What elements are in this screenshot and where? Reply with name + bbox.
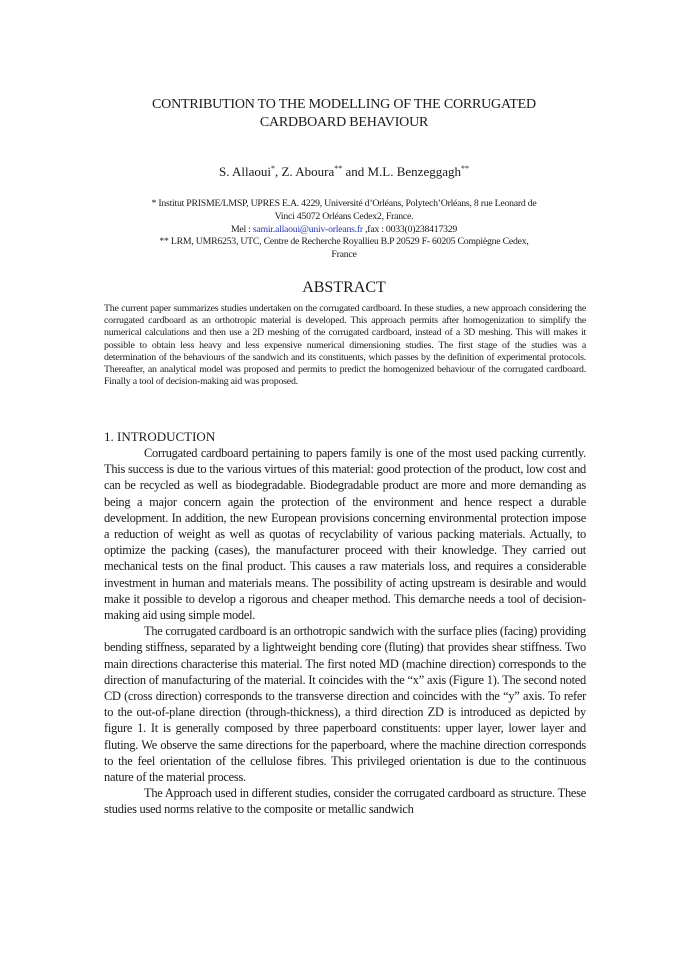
author-2: , Z. Aboura	[275, 164, 335, 179]
paragraph: The Approach used in different studies, consider the corrugated cardboard as structure. These studies used norms relative to the composite or metallic sandwich	[104, 786, 586, 817]
paragraph: The corrugated cardboard is an orthotropic sandwich with the surface plies (facing) providing bending stiffness, separated by a lightweight bending core (fluting) that provides shear stiffness. Two main directions characterise this material. The first noted MD (machine direction) corresponds to the direction of manufacturing of the material. It coincides with the “x” axis (Figure 1). The second noted CD (cross direction) corresponds to the transverse direction and coincides with the “y” axis. To refer to the out-of-plane direction (through-thickness), a third direction ZD is introduced as depicted by figure 1. It is generally composed by three paperboard constituents: upper layer, lower layer and fluting. We observe the same directions for the paperboard, where the machine direction corresponds to the feel orientation of the cellulose fibres. This privileged orientation is due to the continuous nature of the material process.	[104, 624, 586, 785]
affiliation-line-4: ** LRM, UMR6253, UTC, Centre de Recherche Royallieu B.P 20529 F- 60205 Compiègne Cedex,	[159, 236, 529, 248]
fax-text: ,fax : 0033(0)238417329	[362, 223, 458, 235]
mel-label: Mel :	[230, 223, 253, 235]
author-1: S. Allaoui	[218, 164, 271, 179]
author-3: and M.L. Benzeggagh	[342, 164, 461, 179]
affiliation-line-5: France	[331, 249, 357, 261]
abstract-text: The current paper summarizes studies undertaken on the corrugated cardboard. In these studies, a new approach considering the corrugated cardboard as an orthotropic material is developed. This approach permits after homogenization to simplify the numerical calculations and then use a 2D meshing of the corrugated cardboard, instead of a 3D meshing. This will makes it possible to obtain less heavy and less expensive numerical dimensioning studies. The first stage of the studies was a determination of the behaviours of the sandwich and its constituents, which passes by the definition of experimental protocols. Thereafter, an analytical model was proposed and permits to predict the homogenized behaviour of the corrugated cardboard. Finally a tool of decision-making aid was proposed.	[104, 303, 586, 388]
paragraph: Corrugated cardboard pertaining to papers family is one of the most used packing currently. This success is due to the various virtues of this material: good protection of the product, low cost and can be recycled as well as biodegradable. Biodegradable product are more and more demanding as being a major concern again the protection of the environment and hence respect a durable development. In addition, the new European provisions concerning environmental protection impose a reduction of weight as well as quotas of recyclability of various packing materials. Actually, to optimize the packing (cases), the manufacturer proceed with their knowledge. They carried out mechanical tests on the final product. This causes a raw materials loss, and requires a considerable investment in human and materials means. The possibility of acting upstream is desirable and would make it possible to develop a rigorous and cheaper method. This demarche needs a tool of decision-making aid using simple model.	[104, 446, 586, 623]
affiliation-mark-2: **	[334, 164, 343, 173]
title-line-1: CONTRIBUTION TO THE MODELLING OF THE CORRUGATED	[152, 97, 536, 112]
abstract-heading: ABSTRACT	[302, 279, 386, 296]
email-link[interactable]: samir.allaoui@univ-orleans.fr	[252, 223, 363, 235]
author-list	[100, 164, 588, 180]
title-line-2: CARDBOARD BEHAVIOUR	[259, 115, 429, 130]
affiliations	[100, 198, 588, 262]
affiliation-line-2: Vinci 45072 Orléans Cedex2, France.	[274, 210, 414, 222]
affiliation-line-1: * Institut PRISME/LMSP, UPRES E.A. 4229, Université d’Orléans, Polytech’Orléans, 8 rue Leonard de	[151, 198, 537, 209]
paper-title	[100, 96, 588, 132]
affiliation-mark-3: **	[461, 164, 469, 173]
contact-line	[100, 224, 588, 237]
introduction-body	[104, 445, 586, 818]
introduction-heading: 1. INTRODUCTION	[104, 429, 216, 444]
affiliation-mark-1: *	[271, 164, 275, 173]
